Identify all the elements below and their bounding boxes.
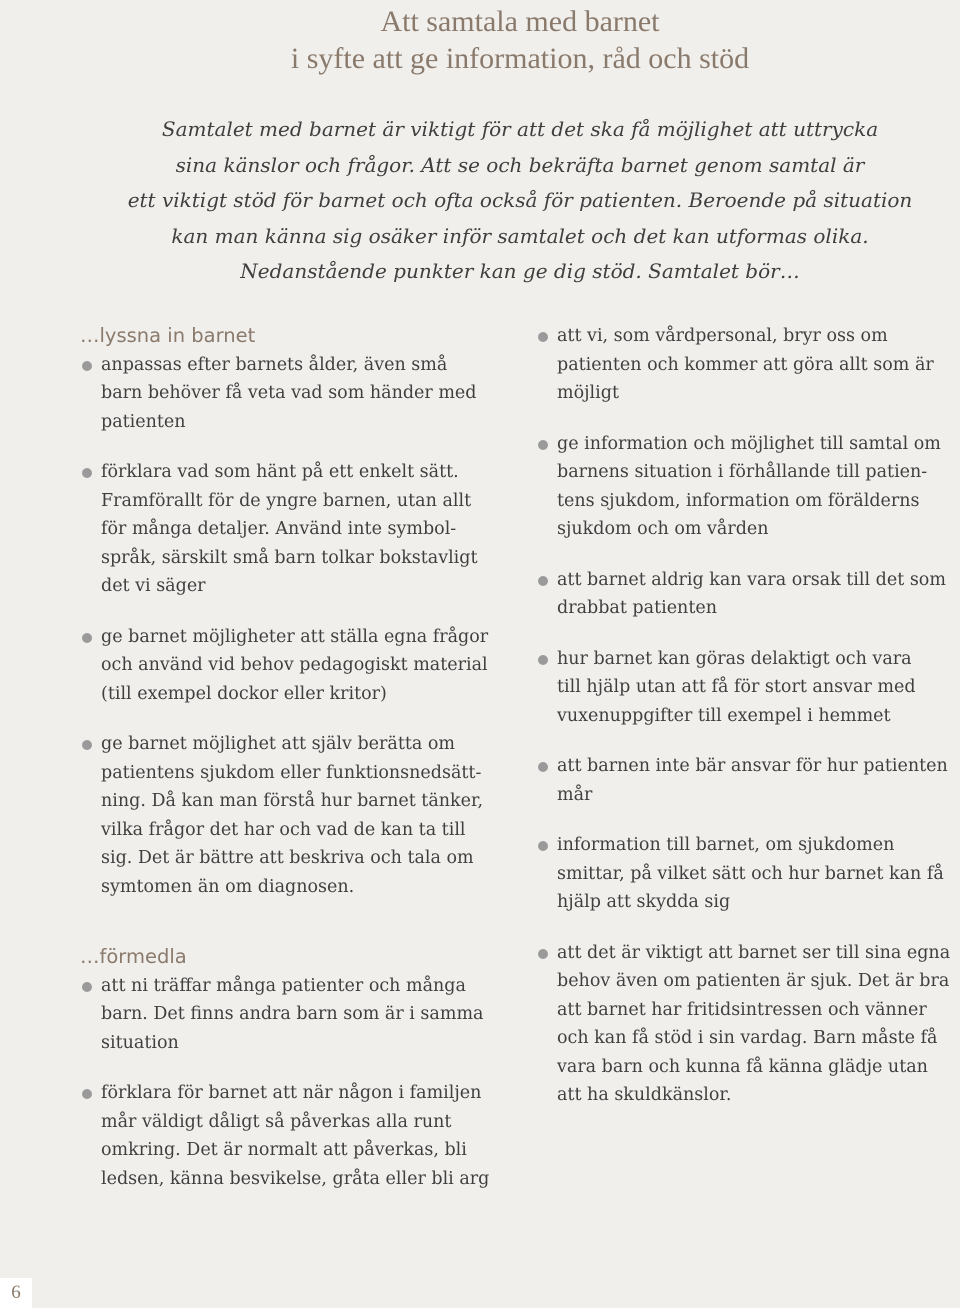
list-item [536, 566, 960, 623]
text-line: hur barnet kan göras delaktigt och vara [557, 648, 912, 669]
page-title-line-1: Att samtala med barnet [380, 5, 660, 38]
text-line: tens sjukdom, information om förälderns [557, 490, 920, 511]
bullet-icon [82, 740, 92, 750]
text-line: att barnet aldrig kan vara orsak till det som [557, 569, 946, 590]
text-line: för många detaljer. Använd inte symbol- [101, 519, 457, 539]
text-line: barnens situation i förhållande till patien- [557, 462, 928, 482]
text-line: att det är viktigt att barnet ser till sina egna [557, 942, 951, 963]
text-line: patientens sjukdom eller funktionsnedsätt- [101, 762, 482, 783]
section-heading-lyssna: …lyssna in barnet [80, 324, 256, 347]
bullet-icon [538, 655, 548, 665]
list-item [536, 322, 960, 408]
text-line: sjukdom och om vården [557, 519, 769, 539]
text-line: förklara vad som hänt på ett enkelt sätt. [101, 462, 459, 482]
bullet-icon [538, 841, 548, 851]
text-line: symtomen än om diagnosen. [101, 876, 355, 897]
text-line: Framförallt för de yngre barnen, utan allt [101, 490, 472, 511]
bullet-list-right [536, 322, 960, 1110]
intro-paragraph [100, 112, 940, 290]
bullet-icon [82, 361, 92, 371]
bullet-icon [538, 440, 548, 450]
text-line: att barnen inte bär ansvar för hur patienten [557, 756, 948, 776]
text-line: språk, särskilt små barn tolkar bokstavligt [101, 547, 478, 568]
text-line: ledsen, känna besvikelse, gråta eller bli arg [101, 1168, 490, 1189]
list-item [536, 430, 960, 544]
text-line: att vi, som vårdpersonal, bryr oss om [557, 326, 888, 346]
text-line: anpassas efter barnets ålder, även små [101, 354, 448, 375]
list-item [80, 351, 510, 437]
list-item-text [101, 351, 510, 437]
list-item-text [557, 939, 960, 1110]
list-item [536, 939, 960, 1110]
text-line: ge barnet möjlighet att själv berätta om [101, 734, 456, 754]
list-item [536, 752, 960, 809]
bullet-icon [538, 762, 548, 772]
list-item [80, 458, 510, 601]
section-spacer [80, 923, 510, 943]
intro-line: sina känslor och frågor. Att se och bekräfta barnet genom samtal är [175, 152, 865, 177]
list-item-text [101, 458, 510, 601]
bullet-icon [82, 633, 92, 643]
text-line: information till barnet, om sjukdomen [557, 835, 895, 855]
list-item-text [557, 752, 960, 809]
text-line: och kan få stöd i sin vardag. Barn måste få [557, 1028, 938, 1048]
intro-line: Samtalet med barnet är viktigt för att det ska få möjlighet att uttrycka [161, 117, 879, 141]
list-item [80, 730, 510, 901]
list-item-text [101, 972, 510, 1058]
bullet-list-lyssna [80, 351, 510, 902]
bullet-icon [538, 332, 548, 342]
text-line: vilka frågor det har och vad de kan ta till [101, 819, 466, 840]
list-item [80, 1079, 510, 1193]
text-line: förklara för barnet att när någon i familjen [101, 1083, 482, 1103]
bullet-list-formedla [80, 972, 510, 1194]
text-line: ge information och möjlighet till samtal om [557, 433, 941, 454]
bullet-icon [538, 949, 548, 959]
bullet-icon [82, 982, 92, 992]
list-item-text [101, 1079, 510, 1193]
text-line: barn. Det finns andra barn som är i samma [101, 1004, 484, 1024]
bullet-icon [82, 468, 92, 478]
list-item-text [101, 623, 510, 709]
section-heading-formedla: …förmedla [80, 945, 187, 968]
text-line: hjälp att skydda sig [557, 892, 731, 912]
list-item-text [557, 831, 960, 917]
text-line: att ha skuldkänslor. [557, 1085, 732, 1105]
text-line: sig. Det är bättre att beskriva och tala om [101, 848, 474, 868]
list-item-text [557, 566, 960, 623]
list-item-text [557, 645, 960, 731]
list-item [80, 623, 510, 709]
text-line: behov även om patienten är sjuk. Det är bra [557, 971, 950, 991]
list-item [80, 972, 510, 1058]
list-item-text [557, 430, 960, 544]
list-item-text [101, 730, 510, 901]
text-line: vuxenuppgifter till exempel i hemmet [557, 705, 891, 726]
text-line: drabbat patienten [557, 598, 717, 618]
text-line: mår [557, 784, 593, 805]
text-line: ge barnet möjligheter att ställa egna frågor [101, 626, 489, 647]
text-line: patienten [101, 411, 186, 432]
list-item-text [557, 322, 960, 408]
text-line: smittar, på vilket sätt och hur barnet kan få [557, 863, 944, 884]
list-item [536, 831, 960, 917]
text-line: möjligt [557, 383, 619, 403]
text-line: till hjälp utan att få för stort ansvar med [557, 677, 916, 697]
page-number: 6 [0, 1278, 32, 1308]
intro-line: Nedanstående punkter kan ge dig stöd. Samtalet bör… [240, 259, 800, 283]
text-line: patienten och kommer att göra allt som är [557, 354, 934, 375]
text-line: (till exempel dockor eller kritor) [101, 683, 387, 704]
intro-line: kan man känna sig osäker inför samtalet och det kan utformas olika. [171, 223, 869, 248]
text-line: vara barn och kunna få känna glädje utan [557, 1056, 928, 1077]
text-line: ning. Då kan man förstå hur barnet tänker, [101, 791, 484, 811]
text-line: det vi säger [101, 576, 206, 596]
bullet-icon [538, 576, 548, 586]
text-line: situation [101, 1032, 179, 1053]
text-line: barn behöver få veta vad som händer med [101, 383, 477, 403]
left-column [80, 322, 510, 1215]
bullet-icon [82, 1089, 92, 1099]
list-item [536, 645, 960, 731]
text-line: mår väldigt dåligt så påverkas alla runt [101, 1111, 452, 1132]
text-line: och använd vid behov pedagogiskt material [101, 655, 488, 675]
page-title-line-2: i syfte att ge information, råd och stöd [290, 42, 750, 75]
text-line: omkring. Det är normalt att påverkas, bli [101, 1140, 467, 1160]
text-line: att barnet har fritidsintressen och vänner [557, 999, 927, 1020]
text-line: att ni träffar många patienter och många [101, 975, 466, 996]
right-column [536, 322, 960, 1132]
intro-line: ett viktigt stöd för barnet och ofta också för patienten. Beroende på situation [127, 188, 913, 212]
